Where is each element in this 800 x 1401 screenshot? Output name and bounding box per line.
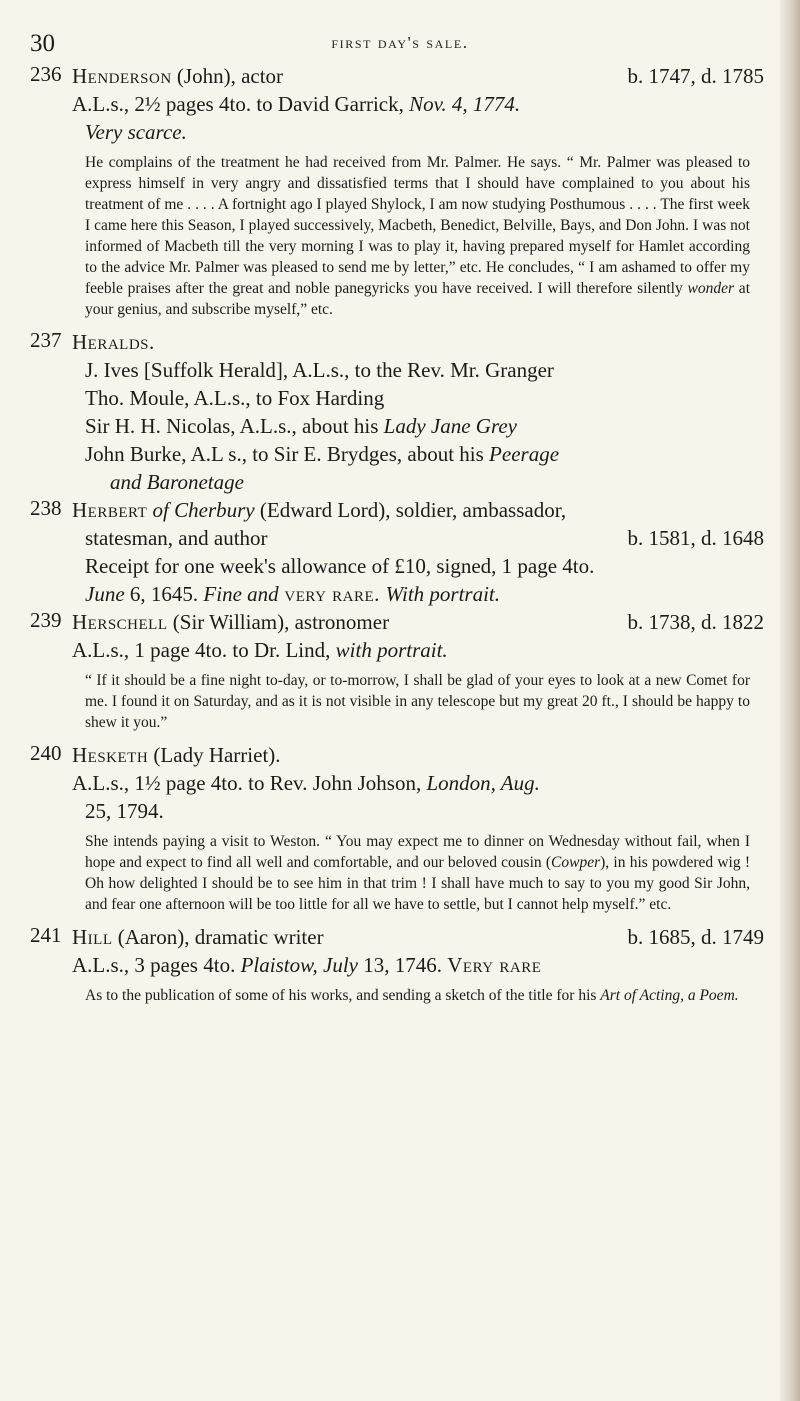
letter-place-date: London, Aug. — [426, 771, 540, 795]
section-title: first day's sale. — [331, 33, 469, 52]
rarity-note: Very rare — [447, 953, 542, 977]
description-text: A.L.s., 1½ page 4to. to Rev. John Johson, — [72, 771, 427, 795]
lot-number: 236 — [30, 62, 62, 86]
name-rest: (Edward Lord), soldier, ambassador, — [254, 498, 567, 522]
description-text: A.L.s., 1 page 4to. to Dr. Lind, — [72, 638, 336, 662]
headword: Hill — [72, 925, 113, 949]
name-rest: (John), actor — [171, 64, 284, 88]
lot-heading — [72, 328, 770, 356]
lot-number: 240 — [30, 741, 62, 765]
letter-date: Nov. 4, 1774. — [409, 92, 521, 116]
description-text: A.L.s., 2½ pages 4to. to David Garrick, — [72, 92, 410, 116]
lot-heading-continued — [72, 524, 770, 552]
headword: Herbert — [72, 498, 148, 522]
document-month: June — [85, 582, 125, 606]
of-word: of — [147, 498, 175, 522]
quote-text-end: ), in his powdered wig ! Oh how delighted I should be to see him in that trim ! I shall have much to say to you my good Sir John, and fear one afternoon will be too little for all we have to settle, but I cannot help myself.” etc. — [85, 854, 751, 913]
lot-239 — [30, 608, 770, 733]
life-dates: b. 1581, d. 1648 — [627, 526, 764, 550]
headword: Heralds. — [72, 330, 155, 354]
life-dates: b. 1747, d. 1785 — [627, 64, 764, 88]
lot-description — [72, 636, 770, 664]
description-text: A.L.s., 3 pages 4to. — [72, 953, 241, 977]
lot-description — [72, 951, 770, 979]
life-dates: b. 1738, d. 1822 — [627, 610, 764, 634]
lot-240 — [30, 741, 770, 915]
portrait-note: With portrait. — [385, 582, 501, 606]
quote-italic: Cowper — [551, 854, 601, 871]
lot-heading — [72, 62, 770, 90]
lot-heading — [72, 608, 770, 636]
lot-number: 237 — [30, 328, 62, 352]
headword: Henderson — [72, 64, 172, 88]
lot-heading — [72, 496, 770, 524]
lot-heading — [72, 741, 770, 769]
life-dates: b. 1685, d. 1749 — [627, 925, 764, 949]
quote-italic: Art of Acting, a Poem. — [600, 987, 739, 1004]
herald-text: Sir H. H. Nicolas, A.L.s., about his — [85, 414, 384, 438]
lot-description — [72, 90, 770, 118]
herald-work-title: Lady Jane Grey — [383, 414, 517, 438]
lot-238 — [30, 496, 770, 608]
document-date: 6, 1645. — [124, 582, 204, 606]
occupation: statesman, and author — [85, 526, 268, 550]
herald-item: Tho. Moule, A.L.s., to Fox Harding — [85, 386, 385, 410]
quote-text: He complains of the treatment he had received from Mr. Palmer. He says. “ Mr. Palmer was pleased to express himself in very angry and dissatisfied terms that I should have complained to you about his treatment of me . . . . A fortnight ago I played Shylock, I am now studying Posthumous . . . . The first week I came here this Season, I played successively, Macbeth, Benedict, Belville, Bays, and Don John. I was not informed of Macbeth till the very morning I was to play it, having prepared myself for Hamlet according to the advice Mr. Palmer was pleased to send me by letter,” etc. He concludes, “ I am ashamed to offer my feeble praises after the great and noble panegyricks you have received. I will therefore silently — [85, 154, 750, 297]
page-edge-shadow — [780, 0, 800, 1401]
quote-italic: wonder — [687, 280, 735, 297]
portrait-note: with portrait. — [335, 638, 448, 662]
lot-note: Very scarce. — [85, 120, 187, 144]
lot-number: 239 — [30, 608, 62, 632]
page-number: 30 — [30, 30, 55, 57]
lot-quote — [85, 831, 750, 915]
headword: Herschell — [72, 610, 168, 634]
condition-note: Fine and — [203, 582, 279, 606]
quote-text-end: at your genius, and subscribe myself,” etc. — [85, 280, 750, 318]
lot-description: Receipt for one week's allowance of £10, signed, 1 page 4to. — [85, 554, 595, 578]
title-name: Cherbury — [174, 498, 255, 522]
running-head — [30, 30, 770, 62]
catalogue-page — [30, 30, 770, 1008]
letter-place-date: Plaistow, July — [240, 953, 359, 977]
lot-number: 238 — [30, 496, 62, 520]
letter-date: 13, 1746. — [358, 953, 448, 977]
herald-work-title: Peerage — [489, 442, 560, 466]
lot-heading — [72, 923, 770, 951]
herald-item-continued: and Baronetage — [110, 470, 244, 494]
herald-item — [72, 440, 770, 468]
lot-236 — [30, 62, 770, 320]
lot-description-continued — [72, 580, 770, 608]
headword: Hesketh — [72, 743, 149, 767]
lot-number: 241 — [30, 923, 62, 947]
name-rest: (Sir William), astronomer — [167, 610, 390, 634]
herald-item: J. Ives [Suffolk Herald], A.L.s., to the Rev. Mr. Granger — [85, 358, 554, 382]
name-rest: (Aaron), dramatic writer — [112, 925, 324, 949]
herald-text: John Burke, A.L s., to Sir E. Brydges, about his — [85, 442, 490, 466]
lot-description-continued: 25, 1794. — [85, 799, 164, 823]
lot-241 — [30, 923, 770, 1006]
lot-description — [72, 769, 770, 797]
quote-text: She intends paying a visit to Weston. “ You may expect me to dinner on Wednesday without fail, when I hope and expect to find all well and comfortable, and our beloved cousin ( — [85, 833, 750, 871]
lot-quote — [85, 152, 750, 320]
name-rest: (Lady Harriet). — [148, 743, 281, 767]
lot-quote — [85, 985, 750, 1006]
lot-quote: “ If it should be a fine night to-day, or to-morrow, I shall be glad of your eyes to look at a new Comet for me. I found it on Saturday, and as it is not visible in any telescope but my great 20 ft., I should be happy to shew it you.” — [85, 672, 750, 731]
lot-237 — [30, 328, 770, 496]
rarity-note: very rare. — [278, 582, 386, 606]
herald-item — [72, 412, 770, 440]
quote-text: As to the publication of some of his works, and sending a sketch of the title for his — [85, 987, 601, 1004]
